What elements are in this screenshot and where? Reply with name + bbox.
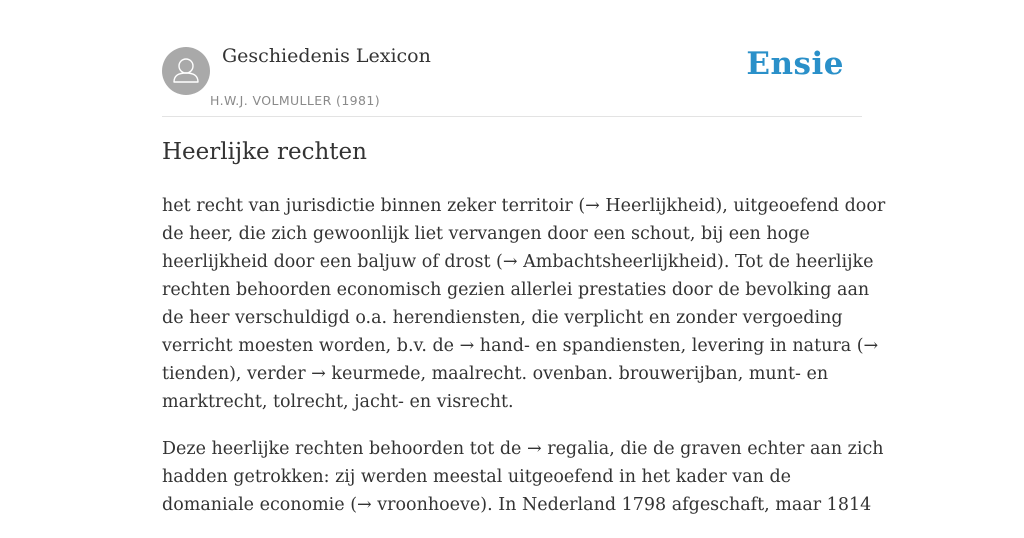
lexicon-author[interactable]: H.W.J. VOLMULLER (1981) <box>210 93 381 108</box>
entry-paragraph-1 <box>162 192 886 416</box>
user-avatar-icon[interactable] <box>162 47 210 95</box>
paragraph-line: verricht moesten worden, b.v. de → hand- en spandiensten, levering in natura (→ <box>162 336 879 356</box>
entry-paragraph-2 <box>162 435 884 519</box>
paragraph-line: Deze heerlijke rechten behoorden tot de → regalia, die de graven echter aan zich <box>162 439 884 459</box>
paragraph-line: hadden getrokken: zij werden meestal uitgeoefend in het kader van de <box>162 467 792 487</box>
lexicon-page <box>162 0 886 515</box>
paragraph-line: de heer, die zich gewoonlijk liet vervangen door een schout, bij een hoge <box>162 224 810 244</box>
lexicon-header <box>162 0 862 117</box>
person-outline-icon <box>162 47 210 95</box>
paragraph-line: heerlijkheid door een baljuw of drost (→ Ambachtsheerlijkheid). Tot de heerlijke <box>162 252 874 272</box>
paragraph-line: rechten behoorden economisch gezien allerlei prestaties door de bevolking aan <box>162 280 870 300</box>
paragraph-line: marktrecht, tolrecht, jacht- en visrecht. <box>162 392 514 412</box>
paragraph-line: domaniale economie (→ vroonhoeve). In Nederland 1798 afgeschaft, maar 1814 <box>162 495 872 515</box>
entry-title: Heerlijke rechten <box>162 139 367 165</box>
paragraph-line: tienden), verder → keurmede, maalrecht. ovenban. brouwerijban, munt- en <box>162 364 829 384</box>
ensie-logo[interactable]: Ensie <box>746 46 844 82</box>
paragraph-line: de heer verschuldigd o.a. herendiensten, die verplicht en zonder vergoeding <box>162 308 843 328</box>
entry-body <box>162 192 886 538</box>
lexicon-title[interactable]: Geschiedenis Lexicon <box>222 45 431 67</box>
paragraph-line: het recht van jurisdictie binnen zeker territoir (→ Heerlijkheid), uitgeoefend door <box>162 196 886 216</box>
